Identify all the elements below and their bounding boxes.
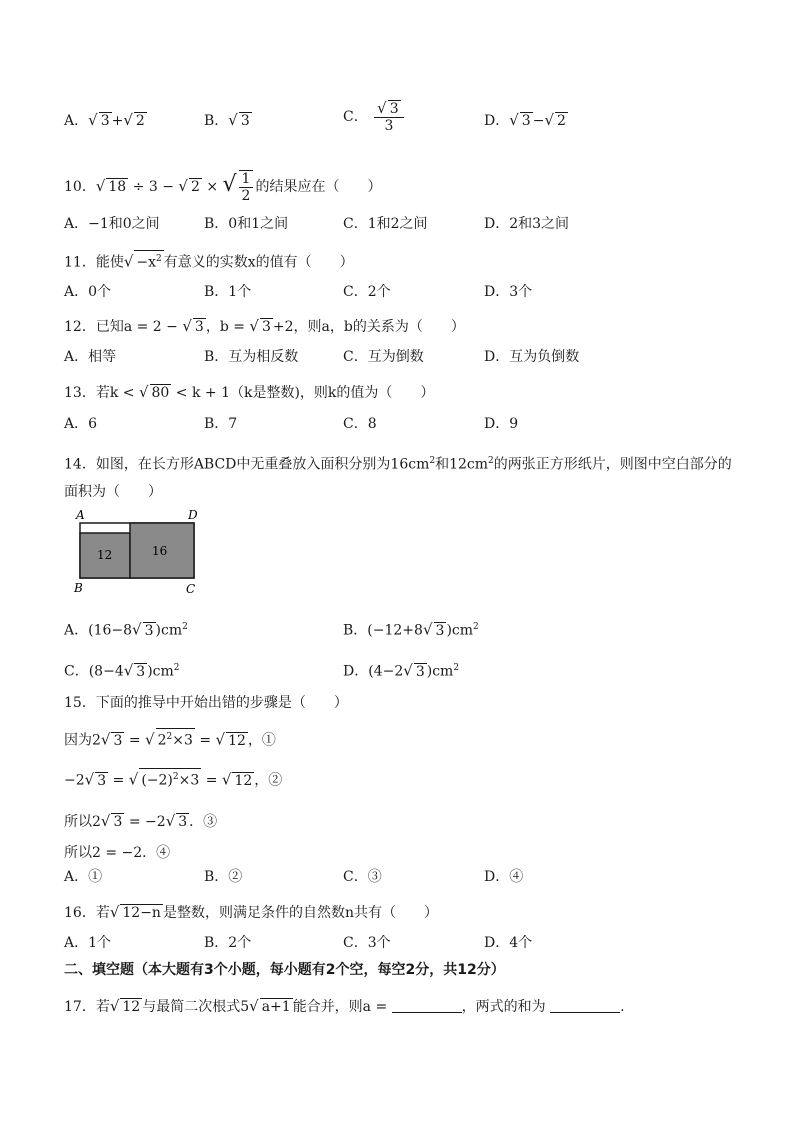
q11-option-b: B．1个 xyxy=(204,284,252,300)
label-b: B xyxy=(74,581,83,595)
q13-option-a: A．6 xyxy=(64,416,98,432)
question-13: 13．若k < √ 80 < k + 1（k是整数)，则k的值为（ ） xyxy=(64,383,435,401)
q15-step-1: 因为2√ 3 = √ $2^2\times 3$ = √ 12 ，① xyxy=(64,728,276,751)
q15-step-3: 所以2√ 3 = −2√ 3 ．③ xyxy=(64,812,218,830)
q10-option-d: D．2和3之间 xyxy=(484,216,570,232)
q12-option-a: A．相等 xyxy=(64,349,117,365)
q10-option-a: A．−1和0之间 xyxy=(64,216,160,232)
q11-option-d: D．3个 xyxy=(484,284,533,300)
q10-option-c: C．1和2之间 xyxy=(343,216,428,232)
q16-option-a: A．1个 xyxy=(64,935,112,951)
answer-blank-sum[interactable] xyxy=(550,998,620,1013)
rectangle-figure xyxy=(68,507,218,597)
q12-option-d: D．互为负倒数 xyxy=(484,349,580,365)
question-10: 10．√ 18 ÷ 3 − √ 2 × √ $\frac{1}{2}$ 的结果应在（ ） xyxy=(64,171,382,204)
label-12: 12 xyxy=(97,548,113,562)
q13-option-d: D．9 xyxy=(484,416,519,432)
q16-option-d: D．4个 xyxy=(484,935,533,951)
q15-option-c: C．③ xyxy=(343,869,382,885)
question-11: 11．能使√ $-x^2$ 有意义的实数x的值有（ ） xyxy=(64,250,354,273)
q12-option-b: B．互为相反数 xyxy=(204,349,299,365)
question-14-line-1: 14．如图，在长方形ABCD中无重叠放入面积分别为$16cm^2$和$12cm^2$的两张正方形纸片，则图中空白部分的 xyxy=(64,456,732,473)
question-16: 16．若√ 12−n 是整数，则满足条件的自然数n共有（ ） xyxy=(64,903,438,921)
q14-option-c: C．(8−4√ 3 )$cm^2$ xyxy=(64,661,180,680)
q14-option-d: D．(4−2√ 3 )$cm^2$ xyxy=(343,661,460,680)
q9-option-b: B．√ 3 xyxy=(204,111,250,129)
q16-option-c: C．3个 xyxy=(343,935,391,951)
q9-option-a: A．√ 3 +√ 2 xyxy=(64,111,145,129)
q15-step-4: 所以2 = −2．④ xyxy=(64,845,171,861)
q15-option-a: A．① xyxy=(64,869,103,885)
q11-option-c: C．2个 xyxy=(343,284,391,300)
q15-option-b: B．② xyxy=(204,869,243,885)
answer-blank-a[interactable] xyxy=(392,998,462,1013)
label-c: C xyxy=(186,582,196,596)
q14-option-a: A．(16−8√ 3 )$cm^2$ xyxy=(64,620,188,639)
question-14-line-2: 面积为（ ） xyxy=(64,484,162,500)
q13-option-c: C．8 xyxy=(343,416,377,432)
question-17: 17．若√ 12 与最简二次根式5√ a+1 能合并，则a = ，两式的和为 . xyxy=(64,997,625,1015)
question-15: 15．下面的推导中开始出错的步骤是（ ） xyxy=(64,695,348,711)
section-heading-fill-in: 二、填空题（本大题有3个小题，每小题有2个空，每空2分，共12分） xyxy=(64,962,505,978)
q11-option-a: A．0个 xyxy=(64,284,112,300)
label-16: 16 xyxy=(152,544,168,558)
q12-option-c: C．互为倒数 xyxy=(343,349,424,365)
q14-option-b: B．(−12+8√ 3 )$cm^2$ xyxy=(343,620,479,639)
q13-option-b: B．7 xyxy=(204,416,238,432)
q15-step-2: −2√ 3 = √ $(-2)^2\times 3$ = √ 12 ，② xyxy=(64,768,282,791)
q9-option-d: D．√ 3 −√ 2 xyxy=(484,111,566,129)
q9-option-c: C． $\frac{√ 3}{3}$ xyxy=(343,100,406,134)
q16-option-b: B．2个 xyxy=(204,935,252,951)
q10-option-b: B．0和1之间 xyxy=(204,216,289,232)
q15-option-d: D．④ xyxy=(484,869,524,885)
label-d: D xyxy=(188,508,198,522)
question-12: 12．已知a = 2 − √ 3 ，b = √ 3 +2，则a，b的关系为（ ） xyxy=(64,317,465,335)
label-a: A xyxy=(76,508,85,522)
